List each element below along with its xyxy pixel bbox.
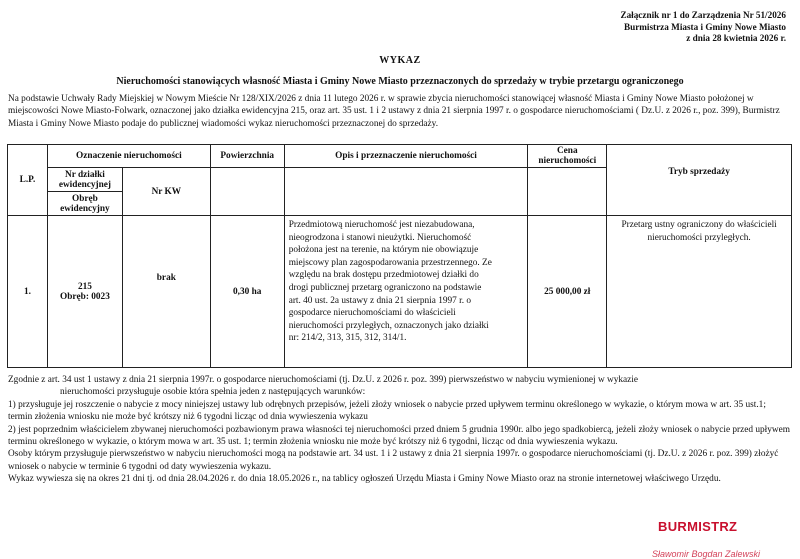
header-tryb: Tryb sprzedaży (607, 145, 792, 216)
attachment-line-3: z dnia 28 kwietnia 2026 r. (686, 33, 786, 43)
row-tryb (607, 216, 792, 368)
footer-p1: Zgodnie z art. 34 ust 1 ustawy z dnia 21 sierpnia 1997r. o gospodarce nieruchomościami (tj. Dz.U. z 2026 r. poz. 399) pierwszeństwo w nabyciu wymienionej w wykazie (8, 375, 638, 385)
row-tryb-line-1: Przetarg ustny ograniczony do właścicieli (621, 220, 777, 230)
opis-line: gospodarce nieruchomościami do właścicieli (288, 308, 456, 319)
header-nr-kw: Nr KW (122, 168, 210, 216)
header-powierzchnia: Powierzchnia (210, 145, 284, 168)
row-powierzchnia: 0,30 ha (210, 216, 284, 368)
stamp-title: BURMISTRZ (658, 519, 738, 534)
attachment-line-1: Załącznik nr 1 do Zarządzenia Nr 51/2026 (620, 10, 786, 20)
header-obreb (47, 192, 122, 216)
row-dzialka (47, 216, 122, 368)
document-title: WYKAZ (379, 55, 421, 66)
footer-p1b: nieruchomości przysługuje osobie która spełnia jeden z następujących warunków: (60, 387, 366, 398)
footer-p4: Osoby którym przysługuje pierwszeństwo w nabyciu nieruchomości mogą na podstawie art. 34 ust. 1 i 2 ustawy z dnia 21 sierpnia 1997r. o gospodarce nieruchomościami (tj. Dz.U. z 2026 r. poz. 399) złożyć wniosek o nabycie w terminie 6 tygodni od daty wywieszenia wykazu. (8, 449, 779, 472)
opis-line: nieogrodzona i stanowi nieużytki. Nieruchomość (288, 232, 472, 243)
row-opis (284, 216, 528, 368)
opis-line: położona jest na terenie, na którym nie obowiązuje (288, 245, 479, 256)
opis-line: art. 40 ust. 2a ustawy z dnia 21 sierpnia 1997 r. o (288, 295, 471, 306)
header-obreb-line-2: ewidencyjny (60, 203, 110, 214)
header-nr-dzialki-line-2: ewidencyjnej (58, 179, 111, 190)
header-cena-line-1: Cena (556, 146, 578, 156)
row-tryb-line-2: nieruchomości przyległych. (647, 232, 751, 243)
document-subtitle: Nieruchomości stanowiących własność Miasta i Gminy Nowe Miasto przeznaczonych do sprzedaży w trybie przetargu ograniczonego (116, 76, 684, 87)
opis-line: drogi publicznej przetarg ograniczono na podstawie (288, 282, 482, 293)
property-table (7, 144, 792, 368)
header-opis: Opis i przeznaczenie nieruchomości (284, 145, 528, 168)
header-blank-powierzchnia (210, 168, 284, 216)
footer-p5: Wykaz wywiesza się na okres 21 dni tj. od dnia 28.04.2026 r. do dnia 18.05.2026 r., na tablicy ogłoszeń Urzędu Miasta i Gminy Nowe Miasto oraz na stronie internetowej właściwego Urzędu. (8, 474, 721, 485)
opis-line: nr: 214/2, 313, 315, 312, 314/1. (288, 333, 407, 344)
opis-line: miejscowy plan zagospodarowania przestrzennego. Ze (288, 257, 492, 268)
opis-line: Przedmiotową nieruchomość jest niezabudowana, (288, 220, 475, 230)
opis-line: względu na brak dostępu przedmiotowej działki do (288, 270, 479, 281)
table-row (8, 216, 792, 368)
row-obreb: Obręb: 0023 (60, 291, 110, 302)
row-dzialka-number: 215 (77, 281, 92, 292)
header-nr-dzialki-line-1: Nr działki (64, 169, 105, 180)
header-cena-line-2: nieruchomości (538, 156, 597, 166)
header-lp: L.P. (8, 145, 48, 216)
attachment-line-2: Burmistrza Miasta i Gminy Nowe Miasto (623, 21, 786, 32)
footer-notes (8, 374, 792, 486)
header-cena (528, 145, 607, 168)
footer-p2: 1) przysługuje jej roszczenie o nabycie z mocy niniejszej ustawy lub odrębnych przepisów, jeżeli złoży wniosek o nabycie przed upływem terminu określonego w wykazie, o którym mowa w art. 35 ust.1; termin złożenia wniosku nie może być krótszy niż 6 tygodni licząc od dnia wywieszenia wykazu (8, 399, 766, 423)
row-lp: 1. (8, 216, 48, 368)
row-kw: brak (122, 216, 210, 368)
header-obreb-line-1: Obręb (72, 193, 98, 204)
stamp-signature: Sławomir Bogdan Zalewski (652, 549, 761, 559)
row-cena: 25 000,00 zł (528, 216, 607, 368)
header-oznaczenie: Oznaczenie nieruchomości (47, 145, 210, 168)
footer-p3: 2) jest poprzednim właścicielem zbywanej nieruchomości pozbawionym prawa własności tej nieruchomości przed dniem 5 grudnia 1990r. albo jego spadkobiercą, jeżeli złoży wniosek o nabycie przed upływem terminu określonego w wykazie, o którym mowa w art. 35 ust. 1; termin złożenia wniosku nie może być krótszy niż 6 tygodni, licząc od dnia wywieszenia wykazu. (8, 424, 790, 448)
intro-paragraph: Na podstawie Uchwały Rady Miejskiej w Nowym Mieście Nr 128/XIX/2026 z dnia 11 lutego 2026 r. w sprawie zbycia nieruchomości stanowiącej własność Miasta i Gminy Nowe Miasto położonej w miejscowości Nowe Miasto-Folwark, oznaczonej jako działka ewidencyjna 215, oraz art. 35 ust. 1 i 2 ustawy z dnia 21 sierpnia 1997 r. o gospodarce nieruchomościami ( Dz.U. z 2026 r., poz. 399), Burmistrz Miasta i Gminy Nowe Miasto podaje do publicznej wiadomości wykaz nieruchomości przeznaczonej do sprzedaży. (8, 94, 780, 129)
header-blank-opis (284, 168, 528, 216)
header-nr-dzialki (47, 168, 122, 192)
header-blank-cena (528, 168, 607, 216)
opis-line: nieruchomości przyległych, oznaczonych jako działki (288, 320, 489, 331)
attachment-header (466, 10, 786, 45)
